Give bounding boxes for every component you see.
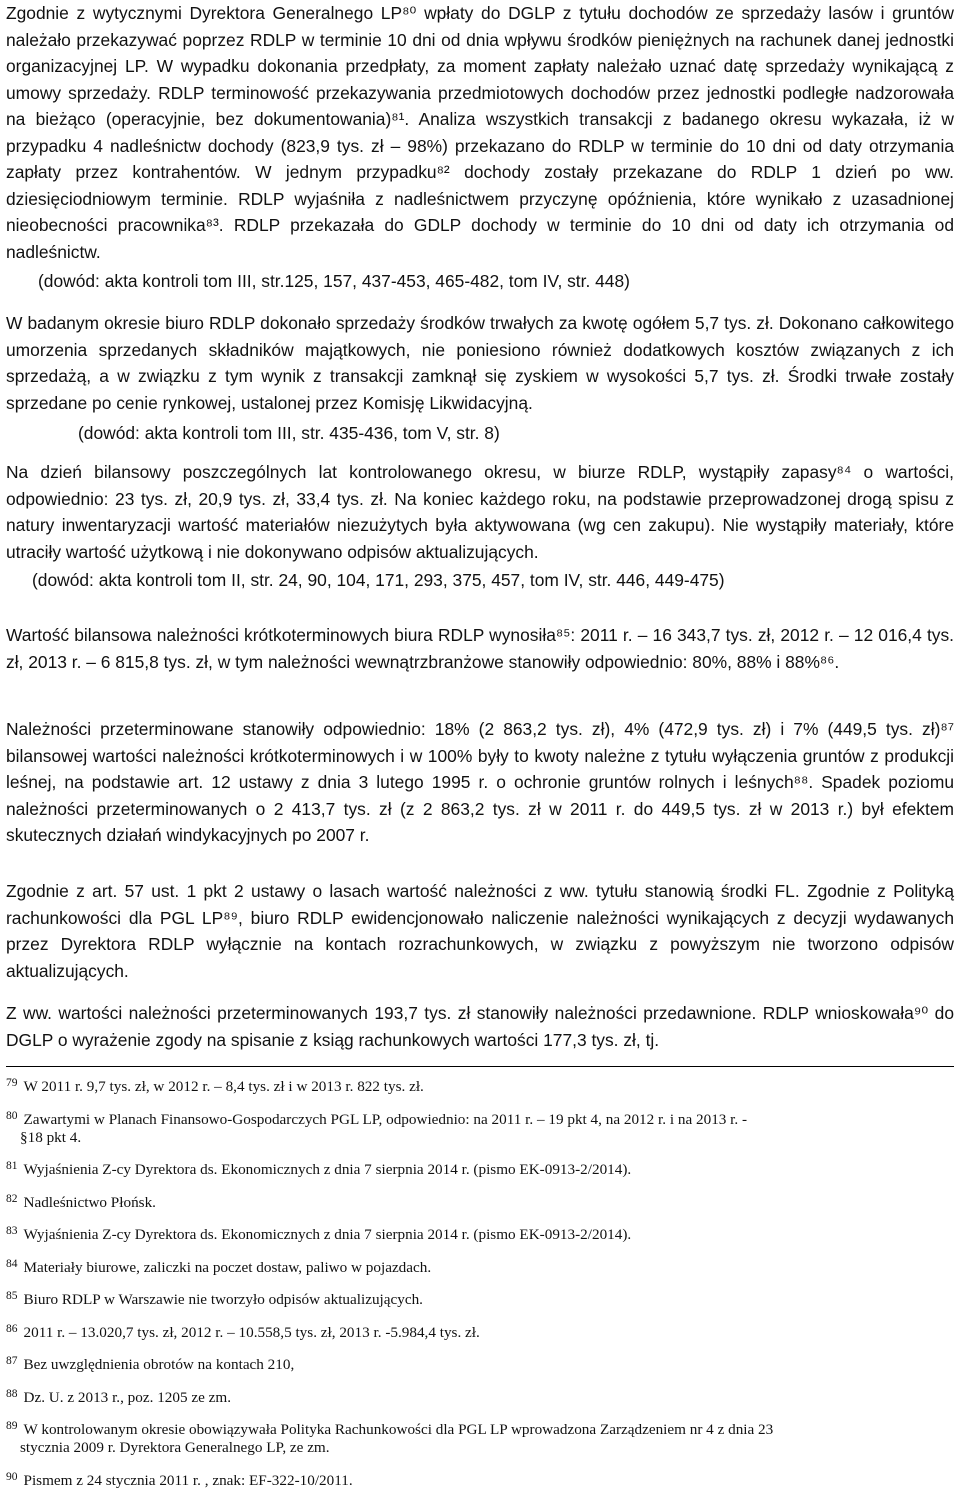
footnote: $^{90}$ Pismem z 24 stycznia 2011 r. , znak: EF-322-10/2011. — [6, 1470, 353, 1489]
paragraph-zapasy: Na dzień bilansowy poszczególnych lat kontrolowanego okresu, w biurze RDLP, wystąpiły zapasy⁸⁴ o wartości, odpowiednio: 23 tys. zł, 20,9 tys. zł, 33,4 tys. zł. Na koniec każdego roku, na podstawie przeprowadzonej drogą spisu z natury inwentaryzacji wartość materiałów niezużytych była aktywowana (wg cen zakupu). Nie wystąpiły materiały, które utraciły wartość użytkową i nie dokonywano odpisów aktualizujących. — [6, 462, 954, 562]
paragraph-odpisy-aktualizujace: Zgodnie z art. 57 ust. 1 pkt 2 ustawy o lasach wartość należności z ww. tytułu stanowią środki FL. Zgodnie z Polityką rachunkowości dla PGL LP⁸⁹, biuro RDLP ewidencjonowało naliczenie należności wynikających z decyzji wydawanych przez Dyrektora RDLP wyłącznie na kontach rozrachunkowych, w związku z powyższym nie tworzono odpisów aktualizujących. — [6, 881, 954, 981]
footnote: $^{80}$ Zawartymi w Planach Finansowo-Gospodarczych PGL LP, odpowiednio: na 2011 r. – 19 pkt 4, na 2012 r. i na 2013 r. - §18 pkt 4. — [6, 1109, 748, 1146]
paragraph-dochody-sprzedazy: Zgodnie z wytycznymi Dyrektora Generalnego LP⁸⁰ wpłaty do DGLP z tytułu dochodów ze sprzedaży lasów i gruntów należało przekazywać poprzez RDLP w terminie 10 dni od dnia wpływu środków pieniężnych na rachunek danej jednostki organizacyjnej LP. W wypadku dokonania przedpłaty, za moment zapłaty należało uznać datę sprzedaży wynikającą z umowy sprzedaży. RDLP terminowość przekazywania przedmiotowych dochodów przez jednostki podległe nadzorowała na bieżąco (operacyjnie, bez dokumentowania)⁸¹. Analiza wszystkich transakcji z badanego okresu wykazała, iż w przypadku 4 nadleśnictw dochody (823,9 tys. zł – 98%) przekazano do RDLP w terminie do 10 dni od daty otrzymania zapłaty przez kontrahentów. W jednym przypadku⁸² dochody zostały przekazane do RDLP 1 dzień po ww. dziesięciodniowym terminie. RDLP wyjaśniła z nadleśnictwem przyczynę opóźnienia, które wynikało z uzasadnionej nieobecności pracownika⁸³. RDLP przekazała do GDLP dochody w terminie do 10 dni od daty ich otrzymania od nadleśnictw. — [6, 3, 954, 262]
footnote: $^{89}$ W kontrolowanym okresie obowiązywała Polityka Rachunkowości dla PGL LP wprowadzona Zarządzeniem nr 4 z dnia 23 stycznia 2009 r. Dyrektora Generalnego LP, ze zm. — [6, 1420, 774, 1456]
footnote: $^{86}$ 2011 r. – 13.020,7 tys. zł, 2012 r. – 10.558,5 tys. zł, 2013 r. -5.984,4 tys. zł. — [6, 1322, 480, 1341]
footnote: $^{83}$ Wyjaśnienia Z-cy Dyrektora ds. Ekonomicznych z dnia 7 sierpnia 2014 r. (pismo EK-0913-2/2014). — [6, 1225, 632, 1243]
paragraph-naleznosci-przedawnione: Z ww. wartości należności przeterminowanych 193,7 tys. zł stanowiły należności przedawnione. RDLP wnioskowała⁹⁰ do DGLP o wyrażenie zgody na spisanie z ksiąg rachunkowych wartości 177,3 tys. zł, tj. — [6, 1003, 954, 1050]
footnote-separator — [6, 1066, 954, 1067]
paragraph-srodki-trwale: W badanym okresie biuro RDLP dokonało sprzedaży środków trwałych za kwotę ogółem 5,7 tys. zł. Dokonano całkowitego umorzenia sprzedanych składników majątkowych, nie poniesiono również dodatkowych kosztów związanych z ich sprzedażą, a w związku z tym wynik z transakcji zamknął się zyskiem w wysokości 5,7 tys. zł. Środki trwałe zostały sprzedane po cenie rynkowej, ustalonej przez Komisję Likwidacyjną. — [6, 313, 954, 413]
footnote: $^{85}$ Biuro RDLP w Warszawie nie tworzyło odpisów aktualizujących. — [6, 1290, 423, 1308]
footnotes — [6, 1074, 954, 1500]
evidence-note: (dowód: akta kontroli tom III, str.125, 157, 437-453, 465-482, tom IV, str. 448) — [38, 271, 630, 291]
footnote: $^{82}$ Nadleśnictwo Płońsk. — [6, 1192, 156, 1211]
evidence-note: (dowód: akta kontroli tom II, str. 24, 90, 104, 171, 293, 375, 457, tom IV, str. 446, 449-475) — [32, 570, 725, 590]
footnote: $^{79}$ W 2011 r. 9,7 tys. zł, w 2012 r. – 8,4 tys. zł i w 2013 r. 822 tys. zł. — [6, 1077, 424, 1095]
evidence-note: (dowód: akta kontroli tom III, str. 435-436, tom V, str. 8) — [78, 423, 500, 443]
footnote: $^{81}$ Wyjaśnienia Z-cy Dyrektora ds. Ekonomicznych z dnia 7 sierpnia 2014 r. (pismo EK-0913-2/2014). — [6, 1160, 632, 1178]
footnote: $^{88}$ Dz. U. z 2013 r., poz. 1205 ze zm. — [6, 1387, 232, 1406]
footnote: $^{84}$ Materiały biurowe, zaliczki na poczet dostaw, paliwo w pojazdach. — [6, 1257, 432, 1276]
footnote: $^{87}$ Bez uwzględnienia obrotów na kontach 210, — [6, 1355, 295, 1373]
paragraph-naleznosci-bilansowe: Wartość bilansowa należności krótkoterminowych biura RDLP wynosiła⁸⁵: 2011 r. – 16 343,7 tys. zł, 2012 r. – 12 016,4 tys. zł, 2013 r. – 6 815,8 tys. zł, w tym należności wewnątrzbranżowe stanowiły odpowiednio: 80%, 88% i 88%⁸⁶. — [6, 625, 954, 672]
paragraph-naleznosci-przeterminowane: Należności przeterminowane stanowiły odpowiednio: 18% (2 863,2 tys. zł), 4% (472,9 tys. zł) i 7% (449,5 tys. zł)⁸⁷ bilansowej wartości należności krótkoterminowych i w 100% były to kwoty należne z tytułu wyłączenia gruntów z produkcji leśnej, na podstawie art. 12 ustawy z dnia 3 lutego 1995 r. o ochronie gruntów rolnych i leśnych⁸⁸. Spadek poziomu należności przeterminowanych o 2 413,7 tys. zł (z 2 863,2 tys. zł w 2011 r. do 449,5 tys. zł w 2013 r.) był efektem skutecznych działań windykacyjnych po 2007 r. — [6, 719, 954, 845]
